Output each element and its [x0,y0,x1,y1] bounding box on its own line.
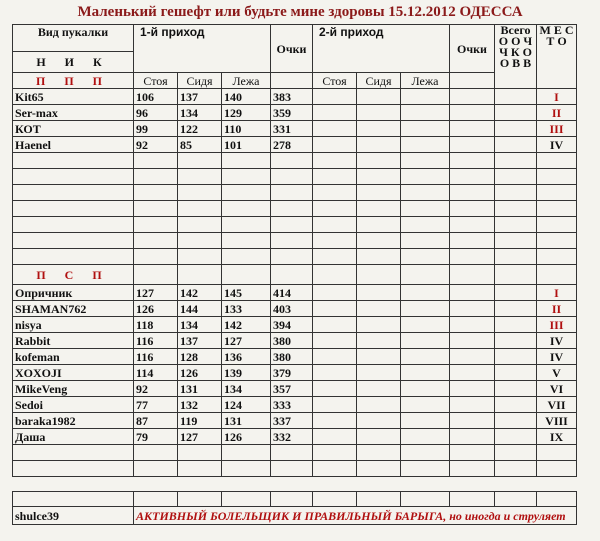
header-total: Всего О О Ч Ч К О О В В [495,25,537,89]
page-title: Маленький гешефт или будьте мине здоровы 15.12.2012 ОДЕССА [77,4,523,20]
score-sit: 137 [178,89,222,105]
player-nick: Даша [13,429,134,445]
place-cell: II [537,105,577,121]
place-cell: VI [537,381,577,397]
header-lie-1: Лежа [222,73,271,89]
score-stand: 118 [134,317,178,333]
score-sit: 131 [178,381,222,397]
score-total: 380 [271,333,313,349]
score-stand: 77 [134,397,178,413]
table-row [13,333,577,349]
header-lie-2: Лежа [401,73,450,89]
score-lie: 139 [222,365,271,381]
table-row [13,381,577,397]
player-nick: КОТ [13,121,134,137]
player-nick: Опричник [13,285,134,301]
player-nick: Haenel [13,137,134,153]
score-lie: 124 [222,397,271,413]
table-row [13,349,577,365]
score-total: 379 [271,365,313,381]
place-cell: IV [537,333,577,349]
header-points-2: Очки [450,25,495,73]
table-row [13,365,577,381]
score-sit: 127 [178,429,222,445]
score-sit: 132 [178,397,222,413]
score-lie: 142 [222,317,271,333]
table-row [13,89,577,105]
place-cell: I [537,89,577,105]
table-row [13,317,577,333]
spacer-row [13,249,577,265]
player-nick: SHAMAN762 [13,301,134,317]
score-total: 278 [271,137,313,153]
header-row-1 [13,25,577,52]
spacer-row [13,233,577,249]
header-vid: Вид пукалки [13,25,134,52]
score-sit: 134 [178,317,222,333]
score-total: 380 [271,349,313,365]
score-lie: 133 [222,301,271,317]
spacer-row [13,492,577,507]
score-sit: 137 [178,333,222,349]
section-label-psp: П С П [13,265,134,285]
score-sit: 144 [178,301,222,317]
gap-row [13,477,577,492]
footer-note: АКТИВНЫЙ БОЛЕЛЬЩИК И ПРАВИЛЬНЫЙ БАРЫГА, но иногда и струляет [134,507,577,525]
score-stand: 127 [134,285,178,301]
score-total: 333 [271,397,313,413]
footer-nick: shulce39 [13,507,134,525]
header-stand-1: Стоя [134,73,178,89]
score-stand: 114 [134,365,178,381]
section-label-ppp: П П П [13,73,134,89]
table-row [13,105,577,121]
score-stand: 126 [134,301,178,317]
spacer-row [13,217,577,233]
table-row [13,285,577,301]
results-body [13,25,577,525]
place-cell: IX [537,429,577,445]
spacer-row [13,169,577,185]
place-cell: I [537,285,577,301]
player-nick: baraka1982 [13,413,134,429]
place-cell: IV [537,349,577,365]
player-nick: Kit65 [13,89,134,105]
score-lie: 110 [222,121,271,137]
spacer-row [13,153,577,169]
header-stand-2: Стоя [313,73,357,89]
section-header-row [13,265,577,285]
score-stand: 99 [134,121,178,137]
header-round1: 1-й приход [134,25,271,73]
score-lie: 134 [222,381,271,397]
place-cell: VIII [537,413,577,429]
place-cell: III [537,121,577,137]
header-place: М Е С Т О [537,25,577,89]
score-lie: 136 [222,349,271,365]
score-stand: 92 [134,137,178,153]
score-lie: 127 [222,333,271,349]
score-lie: 129 [222,105,271,121]
place-cell: V [537,365,577,381]
spacer-row [13,185,577,201]
player-nick: Rabbit [13,333,134,349]
score-total: 359 [271,105,313,121]
footer-row [13,507,577,525]
place-cell: IV [537,137,577,153]
score-total: 337 [271,413,313,429]
player-nick: Ser-max [13,105,134,121]
table-row [13,301,577,317]
score-stand: 106 [134,89,178,105]
table-row [13,121,577,137]
score-stand: 92 [134,381,178,397]
score-sit: 119 [178,413,222,429]
score-total: 332 [271,429,313,445]
place-cell: II [537,301,577,317]
place-cell: VII [537,397,577,413]
header-nik: Н И К [13,52,134,73]
table-row [13,137,577,153]
score-total: 403 [271,301,313,317]
score-sit: 126 [178,365,222,381]
score-stand: 79 [134,429,178,445]
results-table [12,24,577,525]
score-total: 357 [271,381,313,397]
player-nick: XOXOJI [13,365,134,381]
score-stand: 116 [134,333,178,349]
score-stand: 87 [134,413,178,429]
player-nick: Sedoi [13,397,134,413]
header-points-1: Очки [271,25,313,73]
score-total: 394 [271,317,313,333]
player-nick: kofeman [13,349,134,365]
header-sit-2: Сидя [357,73,401,89]
score-total: 414 [271,285,313,301]
score-stand: 116 [134,349,178,365]
place-cell: III [537,317,577,333]
table-row [13,413,577,429]
header-sit-1: Сидя [178,73,222,89]
score-sit: 142 [178,285,222,301]
table-row [13,429,577,445]
score-lie: 126 [222,429,271,445]
score-sit: 134 [178,105,222,121]
score-lie: 145 [222,285,271,301]
spacer-row [13,461,577,477]
score-lie: 140 [222,89,271,105]
header-round2: 2-й приход [313,25,450,73]
player-nick: MikeVeng [13,381,134,397]
score-sit: 122 [178,121,222,137]
table-row [13,397,577,413]
score-total: 383 [271,89,313,105]
score-lie: 131 [222,413,271,429]
spacer-row [13,201,577,217]
score-sit: 128 [178,349,222,365]
score-lie: 101 [222,137,271,153]
score-total: 331 [271,121,313,137]
spacer-row [13,445,577,461]
player-nick: nisya [13,317,134,333]
score-stand: 96 [134,105,178,121]
score-sit: 85 [178,137,222,153]
